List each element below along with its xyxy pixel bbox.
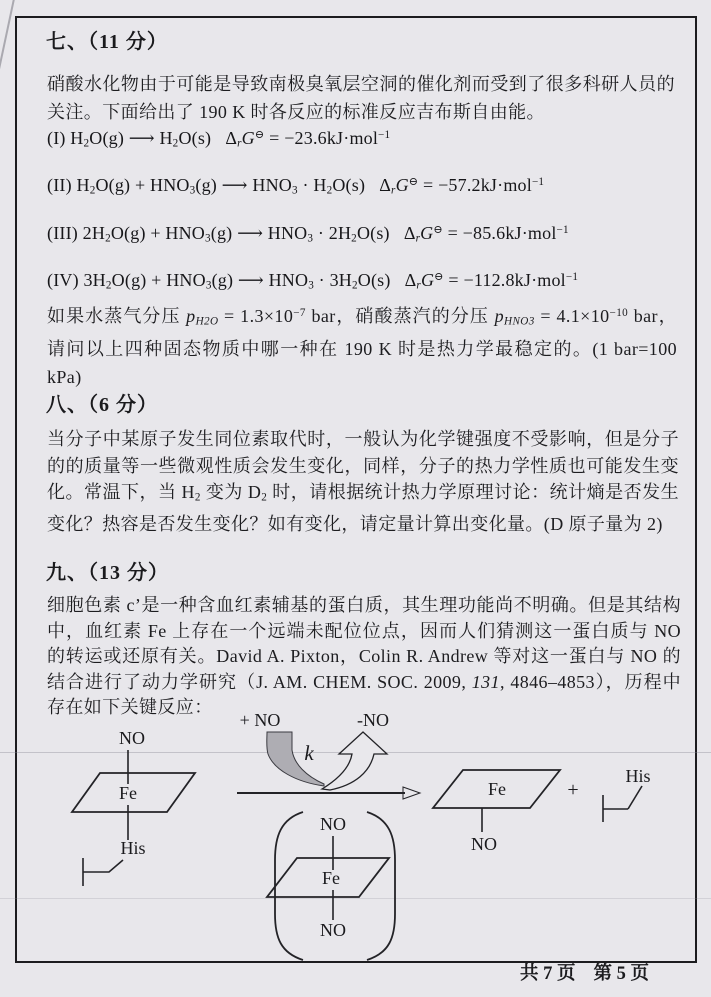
question-8-body: 当分子中某原子发生同位素取代时，一般认为化学键强度不受影响，但是分子的的质量等一些微观性质会发生变化，同样，分子的热力学性质也可能发生变化。常温下，当 H2 变为 D2 时，请根据统计热力学原理讨论：统计熵是否发生变化？热容是否发生变化？如有变化，请定量计算出变化量。(D 原子量为 2): [47, 429, 679, 534]
reactant-structure: [72, 728, 195, 886]
reactant-fe-label: Fe: [119, 783, 137, 803]
no-release-arrow: [322, 732, 387, 790]
total-pages: 共 7 页: [520, 964, 576, 984]
current-page: 第 5 页: [593, 964, 650, 984]
rate-constant-label: k: [304, 741, 314, 765]
question-9-heading: 九、（13 分）: [46, 562, 169, 584]
reaction-arrowhead: [403, 787, 420, 799]
intermediate-no-bottom-label: NO: [320, 920, 346, 940]
his-sidechain-diagonal: [628, 786, 642, 809]
left-bracket: [275, 812, 303, 960]
minus-no-label: -NO: [357, 710, 389, 730]
plus-no-label: + NO: [239, 710, 281, 730]
reaction-scheme-diagram: [20, 702, 690, 962]
intermediate-no-top-label: NO: [320, 814, 346, 834]
product-fe-label: Fe: [488, 779, 506, 799]
product-no-label: NO: [471, 834, 497, 854]
plus-sign: +: [567, 779, 579, 801]
question-9-body: 细胞色素 c’是一种含血红素辅基的蛋白质，其生理功能尚不明确。但是其结构中，血红素 Fe 上存在一个远端未配位位点，因而人们猜测这一蛋白质与 NO 的转运或还原有关。David A. Pixton，Colin R. Andrew 等对这一蛋白与 NO 的结合进行了动力学研究（J. AM. CHEM. SOC. 2009, 131, 4846–4853），历程中存在如下关键反应：: [47, 595, 681, 717]
question-7-prompt: 如果水蒸气分压 $pH2O = 1.3\times 10^{-7}$ bar，硝酸蒸汽的分压 pHNO3 = $4.1\times 10^{-10}$ bar，请问以上四种固态物质中哪一种在 190 K 时是热力学最稳定的。(1 bar=100 kPa): [47, 306, 678, 387]
question-7-heading: 七、（11 分）: [46, 31, 168, 53]
scan-fold-artifact: [0, 0, 16, 100]
page-footer: [520, 959, 700, 985]
equation-4: (IV) 3H2O(g) + HNO3(g) ⟶ HNO3 · 3H2O(s) ΔrG⊖ = −112.8kJ·mol$^{-1}$: [47, 270, 579, 292]
reactant-his-sidechain: [83, 860, 123, 872]
reactant-no-label: NO: [119, 728, 145, 748]
equation-2: (II) H2O(g) + HNO3(g) ⟶ HNO3 · H2O(s) ΔrG⊖ = −57.2kJ·mol$^{-1}$: [47, 175, 545, 197]
right-bracket: [367, 812, 395, 960]
intermediate-fe-label: Fe: [322, 868, 340, 888]
reactant-his-label: His: [120, 838, 146, 858]
kinetics-arrows: [237, 710, 420, 799]
released-his-label: His: [625, 766, 651, 786]
equation-1: (I) H2O(g) ⟶ H2O(s) ΔrG⊖ = −23.6kJ·mol$^{-1}$: [47, 128, 391, 150]
no-entry-swoosh-arrow: [267, 732, 324, 786]
intermediate-structure: [267, 812, 395, 960]
product-structure: [433, 766, 651, 854]
question-7-intro: 硝酸水化物由于可能是导致南极臭氧层空洞的催化剂而受到了很多科研人员的关注。下面给出了 190 K 时各反应的标准反应吉布斯自由能。: [47, 74, 675, 122]
equation-3: (III) 2H2O(g) + HNO3(g) ⟶ HNO3 · 2H2O(s) ΔrG⊖ = −85.6kJ·mol$^{-1}$: [47, 223, 569, 245]
question-8-heading: 八、（6 分）: [46, 394, 158, 416]
